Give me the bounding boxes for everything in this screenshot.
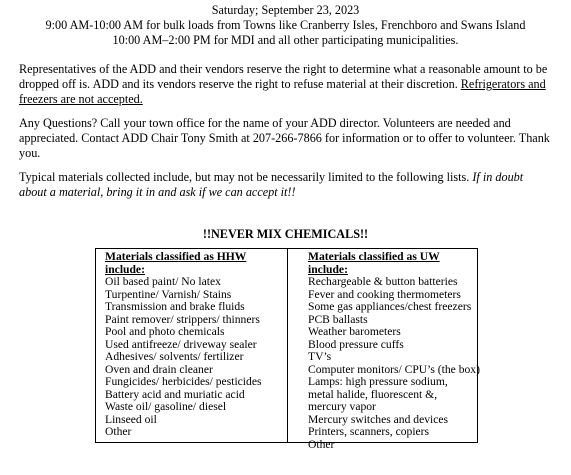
uw-item: Computer monitors/ CPU’s (the box) [308, 362, 480, 376]
hhw-item: Pool and photo chemicals [105, 325, 225, 338]
uw-item: Weather barometers [308, 325, 401, 338]
materials-intro-text: Typical materials collected include, but may not be necessarily limited to the following lists. [19, 170, 473, 184]
policy-text: Representatives of the ADD and their vendors reserve the right to determine what a reasonable amount to be dropped off is. ADD and its vendors reserve the right to refuse material at their discretion. [19, 62, 548, 91]
uw-heading: Materials classified as UW include: [308, 250, 440, 276]
hhw-item: Paint remover/ strippers/ thinners [105, 312, 260, 326]
hhw-item: Adhesives/ solvents/ fertilizer [105, 350, 244, 363]
hhw-item: Waste oil/ gasoline/ diesel [105, 400, 227, 413]
hhw-item: Oil based paint/ No latex [105, 275, 221, 288]
hhw-column [105, 251, 283, 439]
contact-paragraph: Any Questions? Call your town office for the name of your ADD director. Volunteers are needed and appreciated. Contact ADD Chair Tony Smith at 207-266-7866 for information or to offer to volunteer. Thank you. [19, 116, 550, 160]
hhw-item: Oven and drain cleaner [105, 362, 213, 376]
column-divider [287, 249, 288, 442]
uw-item: TV’s [308, 350, 332, 363]
uw-item: Lamps: high pressure sodium, metal halide, fluorescent &, mercury vapor [308, 375, 448, 413]
materials-table [95, 248, 480, 451]
chemical-warning: !!NEVER MIX CHEMICALS!! [202, 227, 369, 241]
uw-item: Blood pressure cuffs [308, 337, 404, 351]
policy-paragraph [19, 62, 552, 107]
hhw-item: Fungicides/ herbicides/ pesticides [105, 375, 262, 388]
hhw-item: Used antifreeze/ driveway sealer [105, 337, 257, 351]
uw-item: PCB ballasts [308, 312, 368, 326]
uw-item: Printers, scanners, copiers [308, 425, 430, 438]
hhw-heading: Materials classified as HHW include: [105, 250, 247, 276]
doubt-notice: If in doubt about a material, bring it in and ask if we can accept it!! [19, 170, 524, 199]
bulk-load-hours: 9:00 AM-10:00 AM for bulk loads from Towns like Cranberry Isles, Frenchboro and Swans Island [45, 18, 526, 32]
hhw-item: Other [105, 425, 132, 438]
uw-item: Rechargeable & button batteries [308, 275, 458, 288]
uw-item: Mercury switches and devices [308, 412, 449, 426]
event-date: Saturday; September 23, 2023 [211, 3, 360, 17]
general-hours: 10:00 AM–2:00 PM for MDI and all other participating municipalities. [112, 33, 459, 47]
hhw-item: Transmission and brake fluids [105, 300, 245, 313]
hhw-item: Linseed oil [105, 412, 157, 426]
uw-item: Fever and cooking thermometers [308, 287, 461, 301]
uw-item: Some gas appliances/chest freezers [308, 300, 472, 313]
materials-intro-paragraph [19, 170, 552, 200]
hhw-item: Turpentine/ Varnish/ Stains [105, 287, 232, 301]
uw-column [308, 250, 480, 451]
refrigerator-notice: Refrigerators and freezers are not accepted. [19, 77, 546, 106]
hhw-item: Battery acid and muriatic acid [105, 387, 245, 401]
uw-item: Other [308, 437, 335, 451]
